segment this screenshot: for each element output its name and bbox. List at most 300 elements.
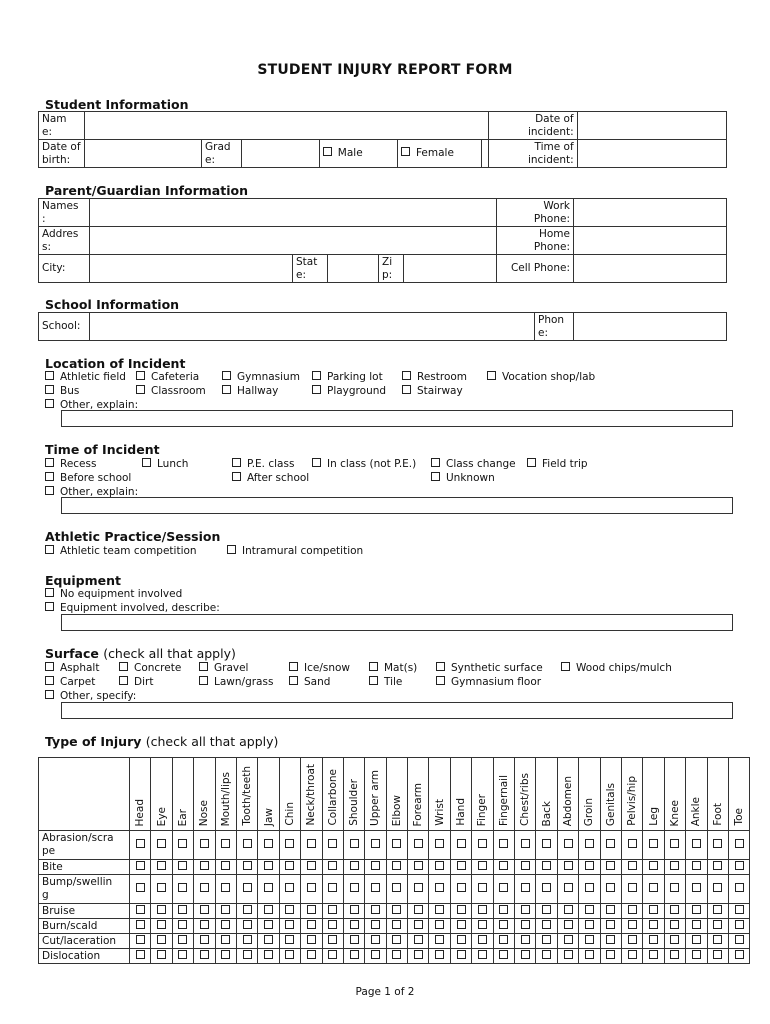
injury-cell[interactable] — [707, 831, 728, 860]
injury-checkbox[interactable] — [328, 883, 337, 892]
injury-cell[interactable] — [579, 904, 600, 919]
injury-cell[interactable] — [579, 875, 600, 904]
injury-checkbox[interactable] — [713, 839, 722, 848]
injury-cell[interactable] — [130, 919, 151, 934]
injury-cell[interactable] — [194, 860, 215, 875]
injury-checkbox[interactable] — [499, 950, 508, 959]
time-other[interactable]: Other, explain: — [45, 485, 138, 499]
injury-checkbox[interactable] — [499, 935, 508, 944]
injury-cell[interactable] — [258, 860, 279, 875]
injury-checkbox[interactable] — [264, 861, 273, 870]
injury-checkbox[interactable] — [713, 861, 722, 870]
injury-checkbox[interactable] — [628, 861, 637, 870]
injury-checkbox[interactable] — [670, 883, 679, 892]
injury-cell[interactable] — [365, 831, 386, 860]
loc-hallway[interactable]: Hallway — [222, 384, 278, 398]
injury-checkbox[interactable] — [414, 920, 423, 929]
injury-cell[interactable] — [429, 904, 450, 919]
injury-checkbox[interactable] — [264, 935, 273, 944]
injury-checkbox[interactable] — [564, 905, 573, 914]
injury-checkbox[interactable] — [136, 883, 145, 892]
injury-cell[interactable] — [322, 919, 343, 934]
injury-checkbox[interactable] — [350, 935, 359, 944]
injury-cell[interactable] — [536, 904, 557, 919]
injury-checkbox[interactable] — [478, 905, 487, 914]
surface-lawn-grass[interactable]: Lawn/grass — [199, 675, 273, 689]
injury-cell[interactable] — [365, 919, 386, 934]
surface-sand[interactable]: Sand — [289, 675, 330, 689]
injury-checkbox[interactable] — [521, 935, 530, 944]
injury-checkbox[interactable] — [157, 935, 166, 944]
loc-restroom[interactable]: Restroom — [402, 370, 467, 384]
injury-checkbox[interactable] — [350, 920, 359, 929]
injury-checkbox[interactable] — [713, 883, 722, 892]
injury-cell[interactable] — [600, 934, 621, 949]
injury-checkbox[interactable] — [499, 920, 508, 929]
injury-checkbox[interactable] — [285, 839, 294, 848]
injury-checkbox[interactable] — [371, 905, 380, 914]
injury-cell[interactable] — [686, 831, 707, 860]
injury-checkbox[interactable] — [457, 839, 466, 848]
injury-checkbox[interactable] — [243, 861, 252, 870]
injury-checkbox[interactable] — [564, 883, 573, 892]
injury-cell[interactable] — [686, 860, 707, 875]
injury-checkbox[interactable] — [414, 935, 423, 944]
injury-cell[interactable] — [515, 919, 536, 934]
injury-cell[interactable] — [386, 831, 407, 860]
injury-checkbox[interactable] — [371, 920, 380, 929]
injury-cell[interactable] — [429, 831, 450, 860]
time-class-change[interactable]: Class change — [431, 457, 516, 471]
state-field[interactable] — [328, 255, 379, 283]
injury-checkbox[interactable] — [200, 861, 209, 870]
injury-cell[interactable] — [322, 831, 343, 860]
injury-checkbox[interactable] — [328, 861, 337, 870]
injury-checkbox[interactable] — [200, 935, 209, 944]
injury-cell[interactable] — [707, 934, 728, 949]
injury-checkbox[interactable] — [157, 920, 166, 929]
injury-checkbox[interactable] — [692, 950, 701, 959]
city-field[interactable] — [90, 255, 293, 283]
injury-cell[interactable] — [429, 860, 450, 875]
injury-checkbox[interactable] — [564, 861, 573, 870]
injury-cell[interactable] — [279, 831, 300, 860]
injury-cell[interactable] — [322, 949, 343, 964]
injury-checkbox[interactable] — [285, 883, 294, 892]
injury-checkbox[interactable] — [542, 950, 551, 959]
injury-cell[interactable] — [472, 949, 493, 964]
injury-checkbox[interactable] — [350, 883, 359, 892]
injury-cell[interactable] — [343, 934, 364, 949]
injury-cell[interactable] — [600, 875, 621, 904]
injury-checkbox[interactable] — [264, 883, 273, 892]
injury-cell[interactable] — [236, 831, 257, 860]
injury-cell[interactable] — [515, 875, 536, 904]
injury-checkbox[interactable] — [713, 935, 722, 944]
injury-checkbox[interactable] — [392, 883, 401, 892]
injury-cell[interactable] — [557, 875, 578, 904]
injury-checkbox[interactable] — [136, 920, 145, 929]
injury-cell[interactable] — [215, 875, 236, 904]
injury-checkbox[interactable] — [414, 905, 423, 914]
injury-checkbox[interactable] — [371, 935, 380, 944]
injury-cell[interactable] — [621, 831, 642, 860]
injury-cell[interactable] — [600, 860, 621, 875]
injury-cell[interactable] — [301, 949, 322, 964]
injury-cell[interactable] — [343, 919, 364, 934]
injury-cell[interactable] — [408, 860, 429, 875]
injury-cell[interactable] — [322, 934, 343, 949]
injury-checkbox[interactable] — [178, 861, 187, 870]
injury-cell[interactable] — [258, 949, 279, 964]
injury-checkbox[interactable] — [243, 935, 252, 944]
injury-checkbox[interactable] — [649, 935, 658, 944]
injury-checkbox[interactable] — [713, 920, 722, 929]
injury-cell[interactable] — [343, 860, 364, 875]
injury-checkbox[interactable] — [435, 883, 444, 892]
injury-checkbox[interactable] — [200, 950, 209, 959]
injury-cell[interactable] — [172, 860, 193, 875]
injury-checkbox[interactable] — [670, 920, 679, 929]
injury-checkbox[interactable] — [542, 935, 551, 944]
injury-checkbox[interactable] — [157, 950, 166, 959]
injury-checkbox[interactable] — [564, 839, 573, 848]
injury-checkbox[interactable] — [478, 861, 487, 870]
injury-checkbox[interactable] — [478, 920, 487, 929]
injury-checkbox[interactable] — [735, 920, 744, 929]
address-field[interactable] — [90, 227, 497, 255]
no-equipment[interactable]: No equipment involved — [45, 587, 182, 601]
injury-cell[interactable] — [408, 904, 429, 919]
surface-tile[interactable]: Tile — [369, 675, 402, 689]
injury-checkbox[interactable] — [392, 935, 401, 944]
injury-checkbox[interactable] — [285, 861, 294, 870]
injury-checkbox[interactable] — [542, 883, 551, 892]
injury-checkbox[interactable] — [392, 950, 401, 959]
injury-checkbox[interactable] — [649, 839, 658, 848]
injury-checkbox[interactable] — [606, 920, 615, 929]
injury-cell[interactable] — [236, 875, 257, 904]
injury-cell[interactable] — [130, 875, 151, 904]
injury-checkbox[interactable] — [692, 920, 701, 929]
injury-cell[interactable] — [450, 949, 471, 964]
injury-cell[interactable] — [643, 919, 664, 934]
home-phone-field[interactable] — [574, 227, 727, 255]
injury-checkbox[interactable] — [585, 950, 594, 959]
injury-checkbox[interactable] — [457, 935, 466, 944]
injury-cell[interactable] — [386, 919, 407, 934]
injury-checkbox[interactable] — [264, 905, 273, 914]
injury-checkbox[interactable] — [542, 920, 551, 929]
injury-cell[interactable] — [215, 919, 236, 934]
loc-bus[interactable]: Bus — [45, 384, 79, 398]
injury-cell[interactable] — [664, 904, 685, 919]
injury-cell[interactable] — [258, 904, 279, 919]
injury-checkbox[interactable] — [350, 905, 359, 914]
injury-checkbox[interactable] — [178, 920, 187, 929]
injury-cell[interactable] — [472, 875, 493, 904]
injury-cell[interactable] — [151, 949, 172, 964]
injury-checkbox[interactable] — [692, 905, 701, 914]
injury-checkbox[interactable] — [178, 905, 187, 914]
injury-checkbox[interactable] — [670, 935, 679, 944]
injury-cell[interactable] — [643, 831, 664, 860]
injury-cell[interactable] — [493, 949, 514, 964]
cell-phone-field[interactable] — [574, 255, 727, 283]
injury-checkbox[interactable] — [478, 839, 487, 848]
injury-checkbox[interactable] — [628, 883, 637, 892]
injury-checkbox[interactable] — [521, 950, 530, 959]
injury-cell[interactable] — [386, 949, 407, 964]
injury-cell[interactable] — [130, 860, 151, 875]
injury-checkbox[interactable] — [735, 905, 744, 914]
injury-cell[interactable] — [215, 860, 236, 875]
injury-cell[interactable] — [536, 875, 557, 904]
injury-checkbox[interactable] — [200, 839, 209, 848]
injury-cell[interactable] — [643, 949, 664, 964]
injury-checkbox[interactable] — [414, 861, 423, 870]
surface-asphalt[interactable]: Asphalt — [45, 661, 99, 675]
injury-cell[interactable] — [536, 919, 557, 934]
injury-cell[interactable] — [664, 919, 685, 934]
injury-cell[interactable] — [343, 949, 364, 964]
injury-cell[interactable] — [621, 860, 642, 875]
injury-cell[interactable] — [429, 875, 450, 904]
injury-cell[interactable] — [172, 875, 193, 904]
injury-cell[interactable] — [472, 904, 493, 919]
injury-checkbox[interactable] — [243, 950, 252, 959]
injury-checkbox[interactable] — [414, 883, 423, 892]
injury-cell[interactable] — [557, 831, 578, 860]
injury-checkbox[interactable] — [735, 935, 744, 944]
injury-checkbox[interactable] — [670, 861, 679, 870]
injury-checkbox[interactable] — [542, 861, 551, 870]
injury-cell[interactable] — [194, 875, 215, 904]
injury-checkbox[interactable] — [328, 950, 337, 959]
injury-cell[interactable] — [365, 904, 386, 919]
injury-checkbox[interactable] — [200, 920, 209, 929]
injury-cell[interactable] — [386, 934, 407, 949]
injury-checkbox[interactable] — [521, 839, 530, 848]
injury-checkbox[interactable] — [457, 950, 466, 959]
injury-cell[interactable] — [643, 934, 664, 949]
injury-cell[interactable] — [151, 934, 172, 949]
injury-checkbox[interactable] — [328, 920, 337, 929]
injury-checkbox[interactable] — [392, 861, 401, 870]
injury-checkbox[interactable] — [221, 950, 230, 959]
injury-cell[interactable] — [493, 919, 514, 934]
time-incident-field[interactable] — [577, 140, 726, 168]
injury-cell[interactable] — [194, 919, 215, 934]
surface-carpet[interactable]: Carpet — [45, 675, 95, 689]
injury-checkbox[interactable] — [328, 935, 337, 944]
injury-checkbox[interactable] — [713, 950, 722, 959]
injury-checkbox[interactable] — [649, 883, 658, 892]
injury-checkbox[interactable] — [371, 839, 380, 848]
injury-cell[interactable] — [151, 919, 172, 934]
time-field-trip[interactable]: Field trip — [527, 457, 588, 471]
injury-cell[interactable] — [686, 875, 707, 904]
injury-cell[interactable] — [365, 949, 386, 964]
loc-parking-lot[interactable]: Parking lot — [312, 370, 383, 384]
date-incident-field[interactable] — [577, 112, 726, 140]
injury-checkbox[interactable] — [435, 905, 444, 914]
location-other-input[interactable] — [61, 410, 733, 427]
surface-gravel[interactable]: Gravel — [199, 661, 248, 675]
injury-checkbox[interactable] — [585, 883, 594, 892]
injury-checkbox[interactable] — [735, 950, 744, 959]
time-recess[interactable]: Recess — [45, 457, 96, 471]
injury-checkbox[interactable] — [628, 839, 637, 848]
injury-cell[interactable] — [493, 860, 514, 875]
injury-checkbox[interactable] — [221, 883, 230, 892]
injury-cell[interactable] — [728, 949, 749, 964]
injury-cell[interactable] — [429, 934, 450, 949]
injury-cell[interactable] — [493, 934, 514, 949]
injury-cell[interactable] — [536, 860, 557, 875]
athletic-team-competition[interactable]: Athletic team competition — [45, 544, 197, 558]
injury-checkbox[interactable] — [221, 920, 230, 929]
grade-field[interactable] — [241, 140, 319, 168]
injury-cell[interactable] — [279, 934, 300, 949]
injury-checkbox[interactable] — [285, 920, 294, 929]
injury-cell[interactable] — [643, 860, 664, 875]
injury-cell[interactable] — [557, 934, 578, 949]
injury-checkbox[interactable] — [585, 935, 594, 944]
time-after-school[interactable]: After school — [232, 471, 309, 485]
injury-cell[interactable] — [236, 904, 257, 919]
loc-stairway[interactable]: Stairway — [402, 384, 463, 398]
injury-checkbox[interactable] — [628, 950, 637, 959]
injury-cell[interactable] — [365, 860, 386, 875]
injury-checkbox[interactable] — [307, 920, 316, 929]
male-checkbox[interactable] — [323, 147, 332, 156]
injury-cell[interactable] — [728, 934, 749, 949]
injury-cell[interactable] — [664, 934, 685, 949]
checkbox[interactable] — [45, 371, 54, 380]
injury-checkbox[interactable] — [499, 905, 508, 914]
injury-checkbox[interactable] — [628, 920, 637, 929]
injury-cell[interactable] — [194, 949, 215, 964]
injury-cell[interactable] — [621, 934, 642, 949]
injury-checkbox[interactable] — [457, 861, 466, 870]
injury-cell[interactable] — [301, 919, 322, 934]
injury-cell[interactable] — [279, 919, 300, 934]
injury-checkbox[interactable] — [157, 839, 166, 848]
equipment-describe-input[interactable] — [61, 614, 733, 631]
injury-cell[interactable] — [215, 904, 236, 919]
injury-cell[interactable] — [536, 831, 557, 860]
injury-cell[interactable] — [194, 934, 215, 949]
injury-checkbox[interactable] — [606, 950, 615, 959]
injury-checkbox[interactable] — [521, 905, 530, 914]
female-checkbox[interactable] — [401, 147, 410, 156]
injury-cell[interactable] — [258, 831, 279, 860]
injury-checkbox[interactable] — [670, 839, 679, 848]
injury-cell[interactable] — [236, 919, 257, 934]
injury-cell[interactable] — [536, 934, 557, 949]
injury-checkbox[interactable] — [221, 839, 230, 848]
injury-checkbox[interactable] — [178, 883, 187, 892]
injury-cell[interactable] — [707, 875, 728, 904]
surface-other-input[interactable] — [61, 702, 733, 719]
injury-cell[interactable] — [301, 831, 322, 860]
injury-cell[interactable] — [322, 904, 343, 919]
injury-cell[interactable] — [450, 934, 471, 949]
injury-checkbox[interactable] — [307, 905, 316, 914]
injury-checkbox[interactable] — [178, 950, 187, 959]
injury-cell[interactable] — [151, 831, 172, 860]
surface-ice-snow[interactable]: Ice/snow — [289, 661, 350, 675]
dob-field[interactable] — [85, 140, 202, 168]
injury-cell[interactable] — [600, 831, 621, 860]
injury-checkbox[interactable] — [157, 883, 166, 892]
injury-checkbox[interactable] — [285, 905, 294, 914]
injury-cell[interactable] — [664, 860, 685, 875]
injury-cell[interactable] — [450, 831, 471, 860]
injury-checkbox[interactable] — [221, 861, 230, 870]
injury-cell[interactable] — [686, 949, 707, 964]
injury-cell[interactable] — [621, 875, 642, 904]
injury-cell[interactable] — [236, 949, 257, 964]
injury-checkbox[interactable] — [243, 920, 252, 929]
injury-checkbox[interactable] — [136, 839, 145, 848]
injury-cell[interactable] — [515, 831, 536, 860]
injury-checkbox[interactable] — [735, 861, 744, 870]
injury-checkbox[interactable] — [264, 950, 273, 959]
loc-classroom[interactable]: Classroom — [136, 384, 206, 398]
injury-cell[interactable] — [258, 875, 279, 904]
loc-gymnasium[interactable]: Gymnasium — [222, 370, 300, 384]
injury-checkbox[interactable] — [157, 905, 166, 914]
injury-cell[interactable] — [515, 949, 536, 964]
injury-cell[interactable] — [600, 919, 621, 934]
injury-checkbox[interactable] — [521, 920, 530, 929]
surface-concrete[interactable]: Concrete — [119, 661, 181, 675]
injury-checkbox[interactable] — [285, 935, 294, 944]
injury-cell[interactable] — [172, 919, 193, 934]
injury-cell[interactable] — [408, 949, 429, 964]
injury-checkbox[interactable] — [350, 839, 359, 848]
injury-cell[interactable] — [322, 860, 343, 875]
injury-cell[interactable] — [172, 934, 193, 949]
injury-cell[interactable] — [151, 860, 172, 875]
injury-cell[interactable] — [194, 831, 215, 860]
injury-cell[interactable] — [472, 860, 493, 875]
injury-cell[interactable] — [643, 904, 664, 919]
injury-cell[interactable] — [472, 934, 493, 949]
injury-checkbox[interactable] — [457, 905, 466, 914]
injury-cell[interactable] — [686, 934, 707, 949]
injury-cell[interactable] — [215, 934, 236, 949]
injury-checkbox[interactable] — [350, 950, 359, 959]
injury-cell[interactable] — [365, 934, 386, 949]
school-phone-field[interactable] — [574, 313, 727, 341]
injury-checkbox[interactable] — [649, 905, 658, 914]
injury-cell[interactable] — [728, 875, 749, 904]
injury-checkbox[interactable] — [585, 905, 594, 914]
names-field[interactable] — [90, 199, 497, 227]
injury-checkbox[interactable] — [221, 905, 230, 914]
injury-cell[interactable] — [279, 875, 300, 904]
loc-other[interactable]: Other, explain: — [45, 398, 138, 412]
injury-cell[interactable] — [728, 919, 749, 934]
injury-cell[interactable] — [450, 904, 471, 919]
injury-checkbox[interactable] — [221, 935, 230, 944]
injury-cell[interactable] — [172, 904, 193, 919]
school-field[interactable] — [90, 313, 535, 341]
injury-checkbox[interactable] — [328, 905, 337, 914]
